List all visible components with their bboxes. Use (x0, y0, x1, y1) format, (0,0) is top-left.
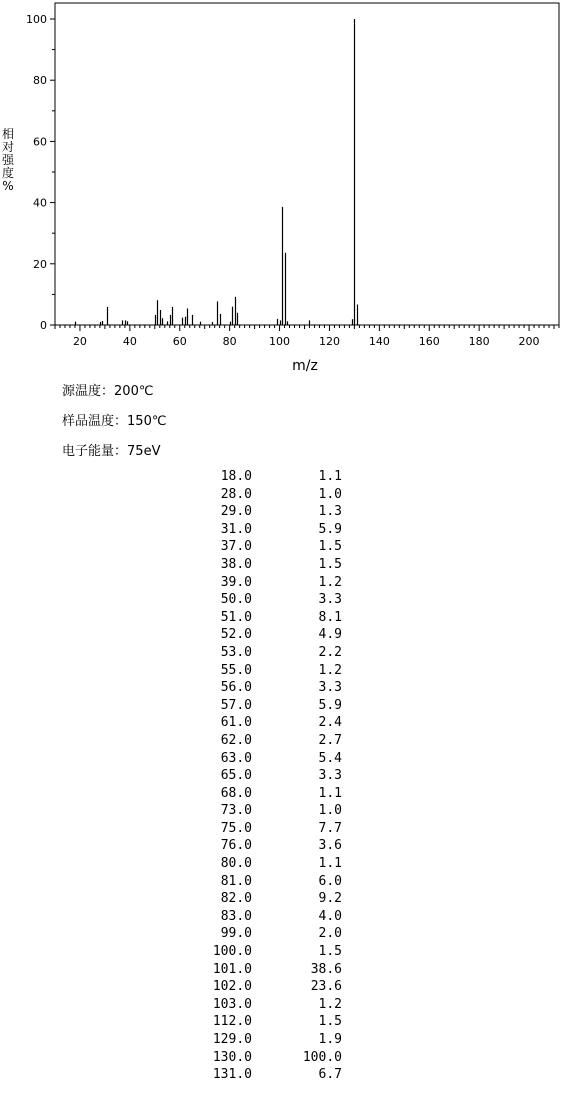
x-axis-label: m/z (292, 358, 318, 374)
peak-intensity: 2.2 (318, 644, 342, 660)
peak-row (150, 873, 360, 891)
peak-intensity: 5.4 (318, 750, 342, 766)
peak-row (150, 468, 360, 486)
peak-intensity: 1.5 (318, 944, 342, 960)
x-tick-label: 40 (122, 335, 137, 348)
y-axis-label-char: 度 (1, 166, 14, 180)
peak-row (150, 591, 360, 609)
x-tick-label: 160 (418, 335, 440, 348)
x-axis (55, 325, 559, 348)
peak-mz: 31.0 (220, 521, 252, 537)
peak-intensity: 4.9 (318, 627, 342, 643)
peak-mz: 68.0 (220, 785, 252, 801)
peak-intensity: 2.4 (318, 715, 342, 731)
peak-row (150, 1013, 360, 1031)
peak-intensity: 1.1 (318, 469, 342, 484)
peak-row (150, 908, 360, 926)
peak-intensity: 8.1 (318, 609, 342, 625)
peak-intensity: 1.5 (318, 556, 342, 572)
peak-intensity: 9.2 (318, 891, 342, 907)
plot-area (55, 3, 559, 325)
peak-mz: 112.0 (212, 1014, 252, 1030)
peak-intensity: 5.9 (318, 521, 342, 537)
peak-intensity: 7.7 (318, 820, 342, 836)
peak-row (150, 750, 360, 768)
sample-temperature (62, 414, 166, 430)
peak-row (150, 820, 360, 838)
peak-intensity: 2.0 (318, 926, 342, 942)
peak-mz: 53.0 (220, 644, 252, 660)
peak-intensity: 1.0 (318, 486, 342, 502)
peak-table (150, 468, 360, 1084)
peak-mz: 83.0 (220, 908, 252, 924)
peak-mz: 131.0 (212, 1067, 252, 1083)
peak-mz: 62.0 (220, 732, 252, 748)
source-temperature-value: 200℃ (114, 384, 154, 399)
peak-mz: 37.0 (220, 539, 252, 555)
peak-mz: 55.0 (220, 662, 252, 678)
peak-intensity: 3.3 (318, 680, 342, 696)
mass-spectrum-chart (0, 0, 570, 380)
peak-intensity: 1.2 (318, 996, 342, 1012)
y-tick-label: 20 (33, 257, 47, 271)
peak-mz: 76.0 (220, 838, 252, 854)
peak-row (150, 890, 360, 908)
peak-row (150, 609, 360, 627)
peak-row (150, 556, 360, 574)
peak-intensity: 1.3 (318, 504, 342, 520)
peak-intensity: 1.2 (318, 662, 342, 678)
peak-row (150, 714, 360, 732)
y-tick-label: 0 (40, 319, 47, 332)
peak-row (150, 996, 360, 1014)
peak-mz: 82.0 (220, 891, 252, 907)
peak-row (150, 521, 360, 539)
peak-mz: 81.0 (220, 873, 252, 889)
y-tick-label: 100 (26, 13, 47, 26)
peak-mz: 103.0 (212, 996, 252, 1012)
x-tick-label: 180 (468, 335, 490, 348)
peak-mz: 38.0 (220, 556, 252, 572)
x-tick-label: 120 (318, 335, 340, 348)
source-temperature-label: 源温度 (62, 384, 102, 399)
peak-intensity: 3.6 (318, 838, 342, 854)
peak-intensity: 1.0 (318, 803, 342, 819)
peak-mz: 99.0 (220, 926, 252, 942)
peak-row (150, 767, 360, 785)
peak-mz: 65.0 (220, 768, 252, 784)
y-axis-label-char: % (2, 179, 14, 193)
peak-row (150, 1031, 360, 1049)
peak-intensity: 5.9 (318, 697, 342, 713)
peak-row (150, 1049, 360, 1067)
peak-row (150, 732, 360, 750)
peak-intensity: 3.3 (318, 592, 342, 608)
peak-mz: 75.0 (220, 820, 252, 836)
peak-row (150, 961, 360, 979)
peak-row (150, 802, 360, 820)
peak-mz: 57.0 (220, 697, 252, 713)
sample-temperature-value: 150℃ (127, 414, 167, 429)
peak-intensity: 6.7 (318, 1067, 342, 1083)
peak-intensity: 2.7 (318, 732, 342, 748)
peak-mz: 18.0 (220, 469, 252, 484)
colon: ： (101, 384, 115, 399)
peak-intensity: 1.5 (318, 539, 342, 555)
peak-intensity: 4.0 (318, 908, 342, 924)
peak-row (150, 978, 360, 996)
electron-energy (62, 444, 160, 460)
peak-mz: 101.0 (212, 961, 252, 977)
x-tick-label: 60 (172, 335, 187, 348)
peak-row (150, 925, 360, 943)
y-axis-label-char: 相 (1, 127, 14, 141)
peak-mz: 130.0 (212, 1049, 252, 1065)
y-tick-label: 80 (33, 74, 47, 88)
peak-row (150, 574, 360, 592)
spectrum-peaks (76, 19, 358, 325)
peak-row (150, 1066, 360, 1084)
x-tick-label: 80 (222, 335, 237, 348)
peak-intensity: 1.9 (318, 1032, 342, 1047)
peak-mz: 100.0 (212, 944, 252, 960)
peak-mz: 50.0 (220, 592, 252, 608)
peak-mz: 52.0 (220, 627, 252, 643)
peak-mz: 102.0 (212, 979, 252, 995)
peak-row (150, 626, 360, 644)
peak-row (150, 503, 360, 521)
peak-intensity: 1.1 (318, 785, 342, 801)
peak-row (150, 486, 360, 504)
peak-mz: 39.0 (220, 574, 252, 590)
peak-intensity: 23.6 (310, 979, 342, 995)
peak-intensity: 1.5 (318, 1014, 342, 1030)
peak-intensity: 1.1 (318, 856, 342, 872)
peak-row (150, 679, 360, 697)
peak-mz: 73.0 (220, 803, 252, 819)
colon: ： (114, 414, 128, 429)
y-axis (26, 13, 55, 332)
peak-mz: 80.0 (220, 856, 252, 872)
peak-intensity: 100.0 (302, 1049, 342, 1065)
peak-row (150, 943, 360, 961)
x-tick-label: 200 (518, 335, 540, 348)
y-tick-label: 40 (33, 196, 47, 210)
peak-mz: 29.0 (220, 504, 252, 520)
peak-row (150, 644, 360, 662)
peak-intensity: 3.3 (318, 768, 342, 784)
peak-mz: 56.0 (220, 680, 252, 696)
electron-energy-value: 75eV (127, 444, 161, 459)
y-axis-label-char: 对 (1, 140, 14, 154)
peak-mz: 51.0 (220, 609, 252, 625)
colon: ： (114, 444, 128, 459)
y-axis-label-char: 强 (1, 153, 14, 167)
peak-mz: 63.0 (220, 750, 252, 766)
peak-intensity: 38.6 (310, 961, 342, 977)
peak-row (150, 538, 360, 556)
source-temperature (62, 384, 153, 400)
x-tick-label: 20 (72, 335, 87, 348)
x-tick-label: 140 (368, 335, 390, 348)
y-axis-label (1, 128, 15, 193)
peak-intensity: 1.2 (318, 574, 342, 590)
peak-mz: 28.0 (220, 486, 252, 502)
peak-mz: 129.0 (212, 1032, 252, 1047)
peak-row (150, 662, 360, 680)
peak-row (150, 697, 360, 715)
peak-row (150, 785, 360, 803)
peak-mz: 61.0 (220, 715, 252, 731)
x-tick-label: 100 (269, 335, 291, 348)
peak-intensity: 6.0 (318, 873, 342, 889)
y-tick-label: 60 (33, 135, 47, 149)
peak-row (150, 837, 360, 855)
sample-temperature-label: 样品温度 (62, 414, 115, 429)
peak-row (150, 855, 360, 873)
electron-energy-label: 电子能量 (62, 444, 115, 459)
